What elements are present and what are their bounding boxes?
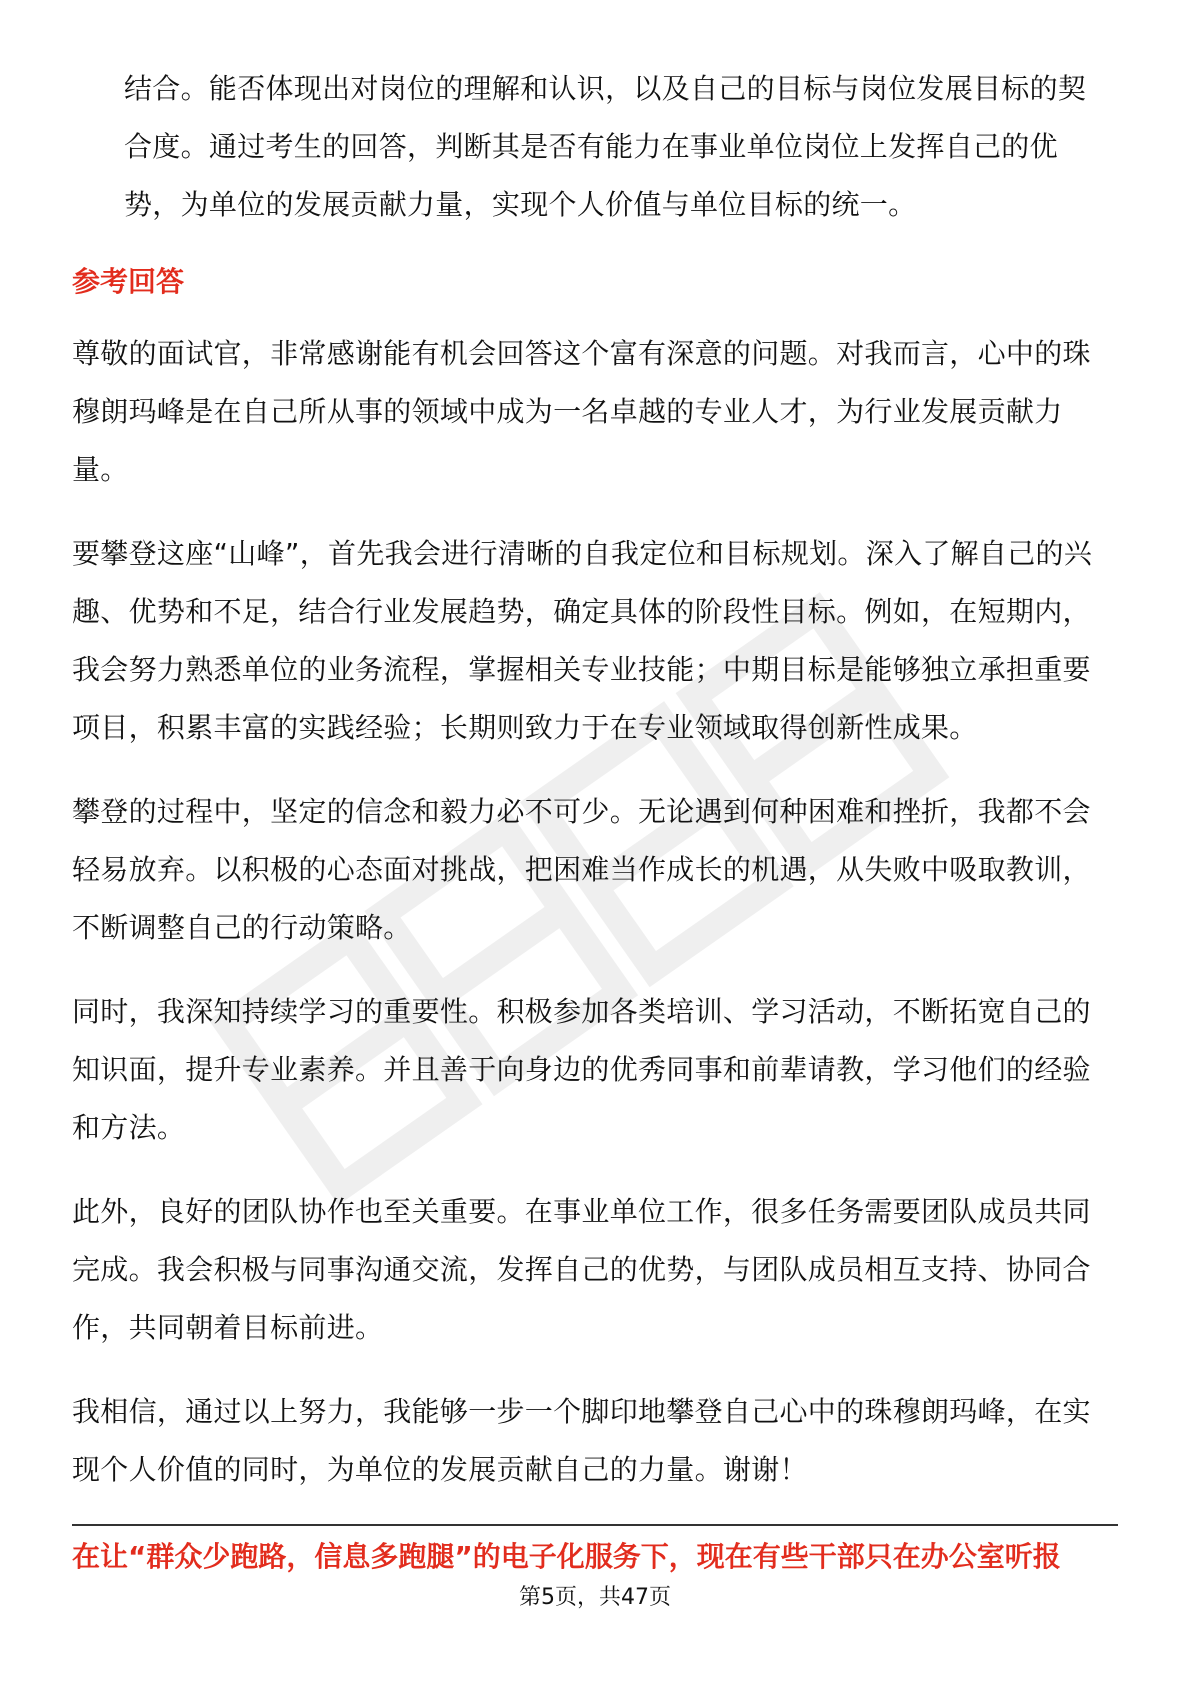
intro-paragraph: 结合。能否体现出对岗位的理解和认识，以及自己的目标与岗位发展目标的契合度。通过考生的回答，判断其是否有能力在事业单位岗位上发挥自己的优势，为单位的发展贡献力量，实现个人价值与单位目标的统一。 <box>124 72 1087 221</box>
answer-paragraph-4: 同时，我深知持续学习的重要性。积极参加各类培训、学习活动，不断拓宽自己的知识面，提升专业素养。并且善于向身边的优秀同事和前辈请教，学习他们的经验和方法。 <box>72 995 1091 1144</box>
answer-paragraph-2: 要攀登这座“山峰”，首先我会进行清晰的自我定位和目标规划。深入了解自己的兴趣、优势和不足，结合行业发展趋势，确定具体的阶段性目标。例如，在短期内，我会努力熟悉单位的业务流程，掌握相关专业技能；中期目标是能够独立承担重要项目，积累丰富的实践经验；长期则致力于在专业领域取得创新性成果。 <box>72 537 1093 744</box>
footer-headline: 在让“群众少跑路，信息多跑腿”的电子化服务下，现在有些干部只在办公室听报 <box>72 1540 1061 1573</box>
answer-paragraph-1: 尊敬的面试官，非常感谢能有机会回答这个富有深意的问题。对我而言，心中的珠穆朗玛峰是在自己所从事的领域中成为一名卓越的专业人才，为行业发展贡献力量。 <box>72 337 1091 486</box>
answer-paragraph-3: 攀登的过程中，坚定的信念和毅力必不可少。无论遇到何种困难和挫折，我都不会轻易放弃。以积极的心态面对挑战，把困难当作成长的机遇，从失败中吸取教训，不断调整自己的行动策略。 <box>72 795 1091 944</box>
section-title-reference-answer: 参考回答 <box>72 265 185 298</box>
footer-divider <box>72 1524 1118 1526</box>
page-number: 第5页，共47页 <box>519 1585 671 1610</box>
answer-paragraph-5: 此外，良好的团队协作也至关重要。在事业单位工作，很多任务需要团队成员共同完成。我会积极与同事沟通交流，发挥自己的优势，与团队成员相互支持、协同合作，共同朝着目标前进。 <box>72 1195 1091 1344</box>
answer-paragraph-6: 我相信，通过以上努力，我能够一步一个脚印地攀登自己心中的珠穆朗玛峰，在实现个人价值的同时，为单位的发展贡献自己的力量。谢谢！ <box>72 1395 1091 1486</box>
